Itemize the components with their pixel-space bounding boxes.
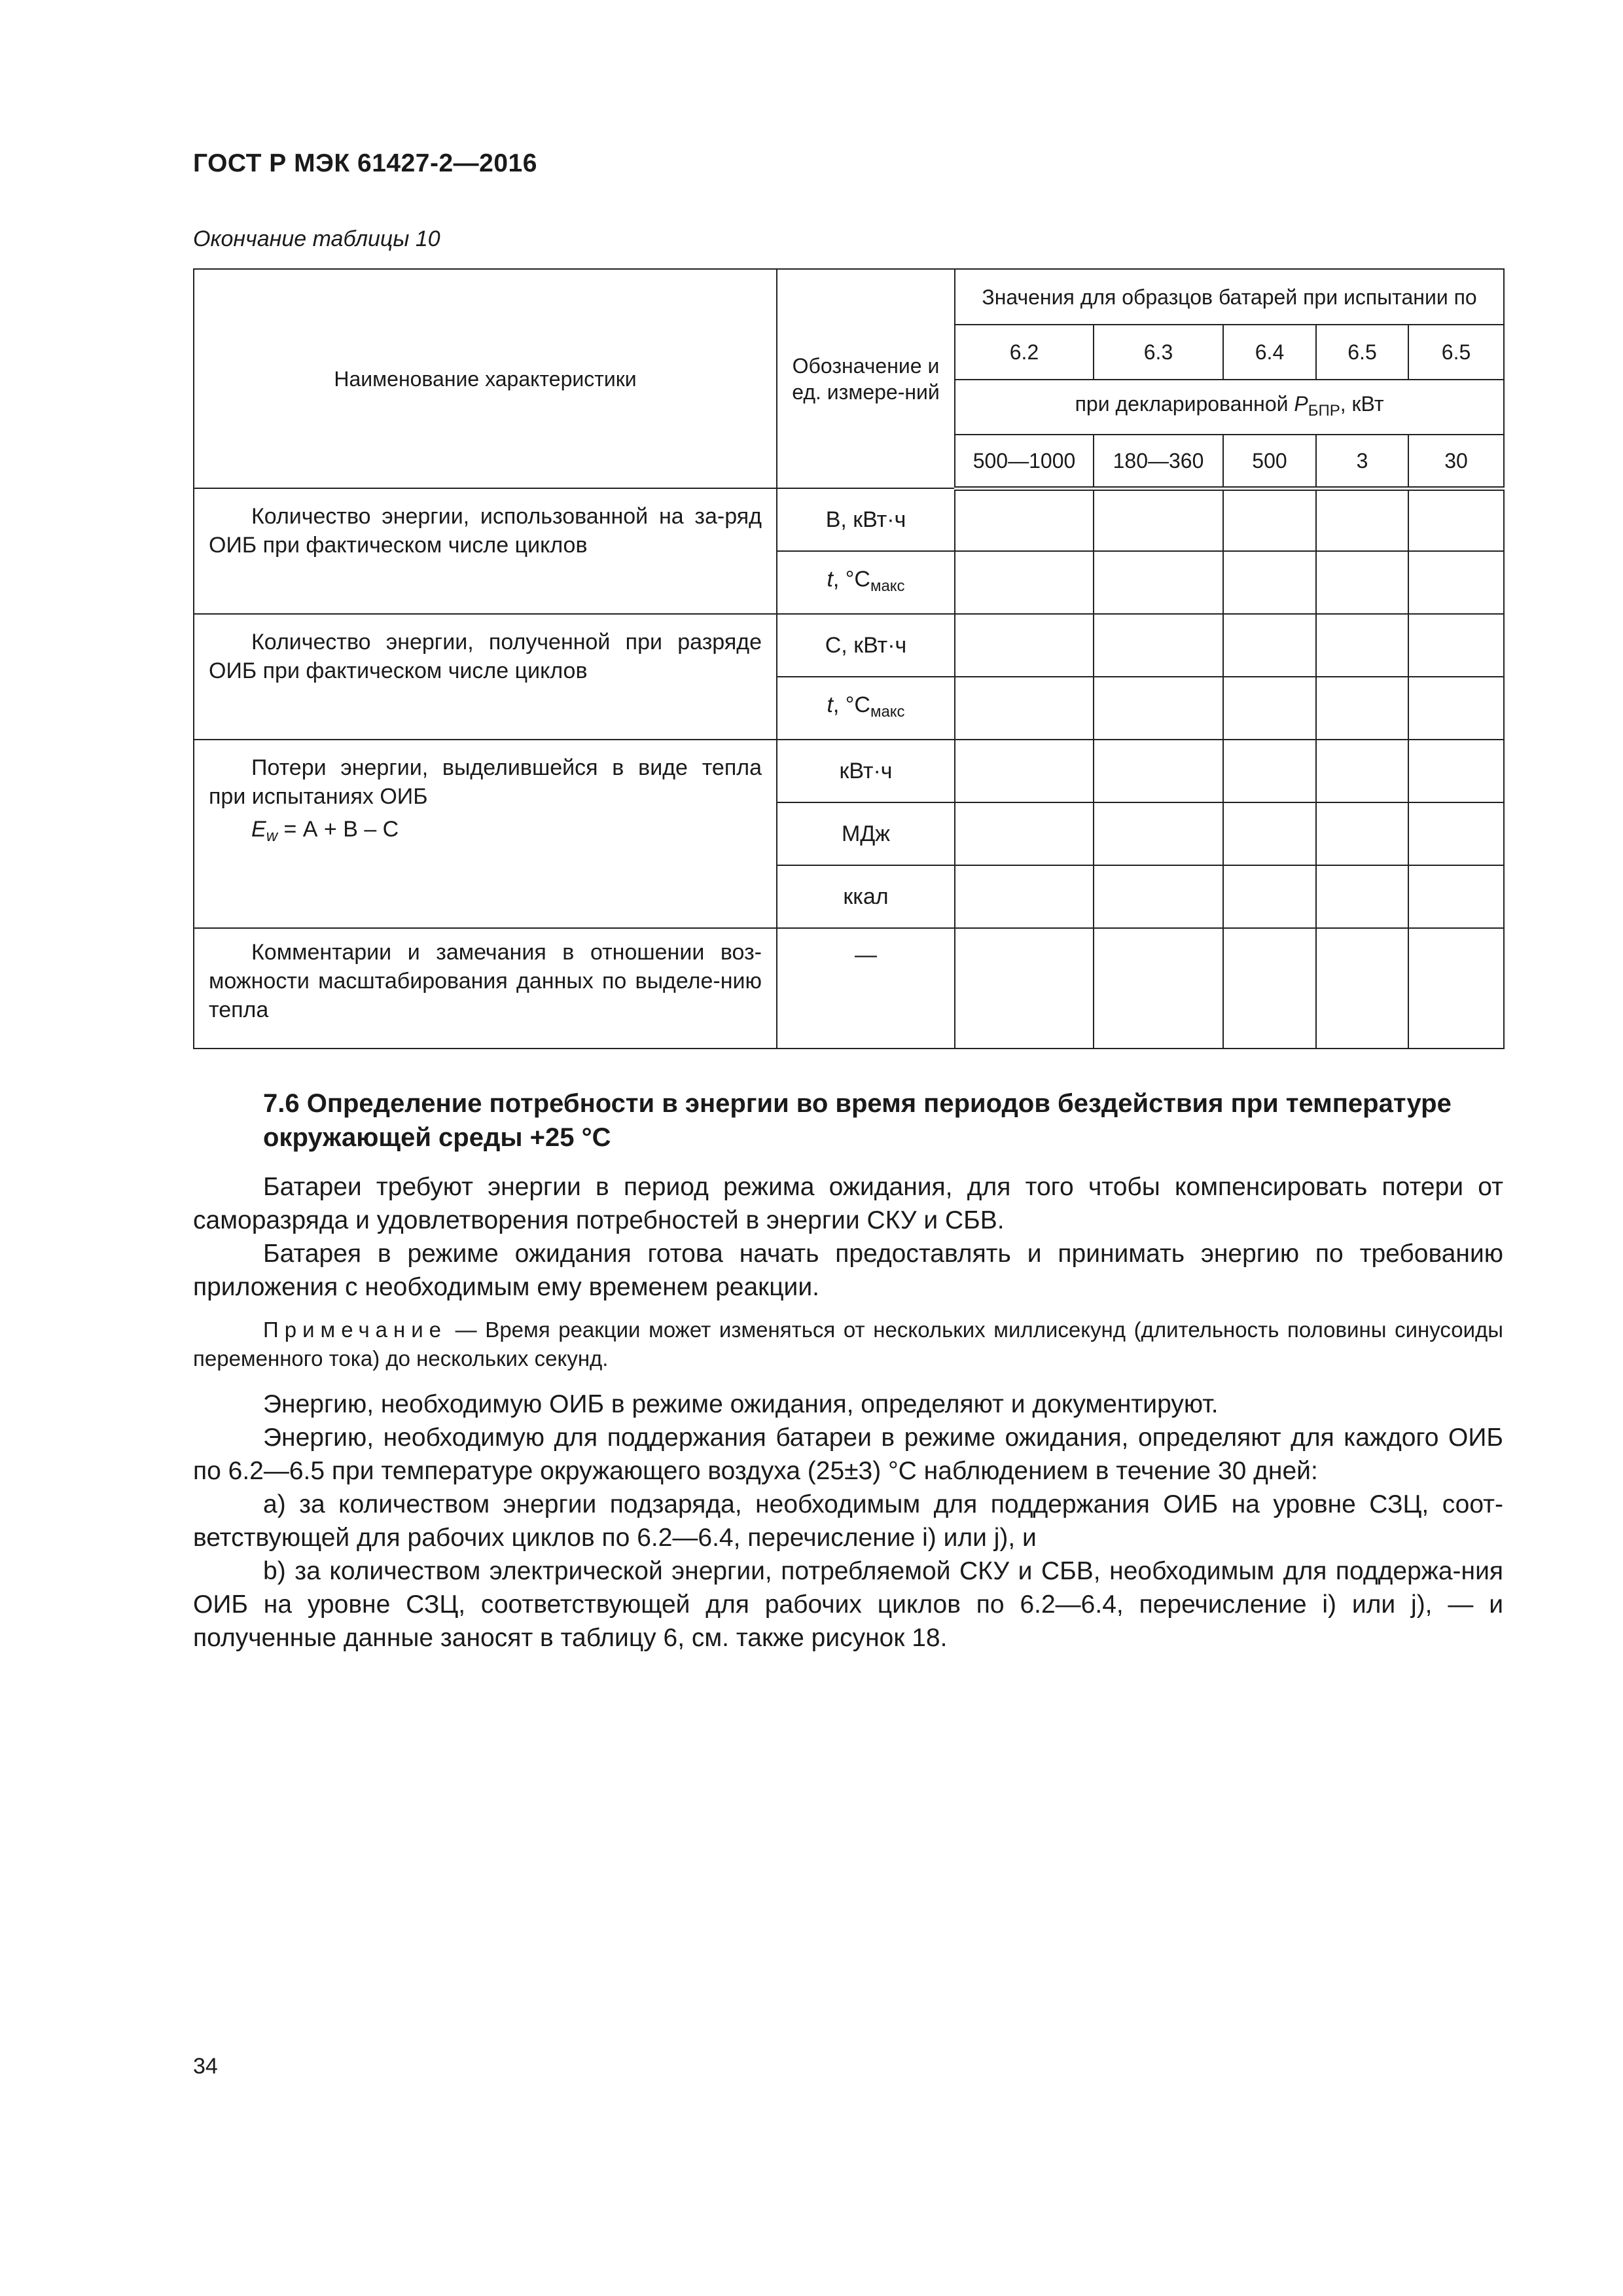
value-cell bbox=[1223, 677, 1316, 740]
header-clause: 6.5 bbox=[1408, 325, 1504, 380]
header-power-range: 30 bbox=[1408, 435, 1504, 488]
paragraph: Энергию, необходимую для поддержания батареи в режиме ожидания, определяют для каждого ОИБ по 6.2—6.5 при температуре окружающего воздуха (25±3) °С наблюдением в течение 30 дней: bbox=[193, 1424, 1503, 1485]
row-label: Потери энергии, выделившейся в виде тепла при испытаниях ОИБ bbox=[209, 755, 762, 809]
header-declared-power bbox=[955, 380, 1504, 435]
value-cell bbox=[1408, 802, 1504, 865]
unit-cell: С, кВт·ч bbox=[777, 614, 955, 677]
row-label: Количество энергии, полученной при разряде ОИБ при фактическом числе циклов bbox=[209, 630, 762, 683]
value-cell bbox=[1316, 865, 1408, 928]
value-cell bbox=[955, 551, 1094, 614]
paragraph: Батарея в режиме ожидания готова начать предоставлять и принимать энергию по требованию приложения с необходимым ему временем реакции. bbox=[193, 1240, 1503, 1301]
power-suffix: , кВт bbox=[1340, 391, 1384, 416]
row-name-discharge-energy bbox=[194, 614, 777, 740]
header-clause: 6.3 bbox=[1094, 325, 1223, 380]
header-characteristic-name: Наименование характеристики bbox=[194, 269, 777, 488]
header-clause: 6.2 bbox=[955, 325, 1094, 380]
value-cell bbox=[1223, 488, 1316, 551]
value-cell bbox=[1408, 677, 1504, 740]
value-cell bbox=[1223, 614, 1316, 677]
row-label: Количество энергии, использованной на за-ряд ОИБ при фактическом числе циклов bbox=[209, 504, 762, 558]
formula-symbol: E bbox=[251, 817, 266, 842]
value-cell bbox=[1223, 928, 1316, 1049]
value-cell bbox=[1316, 488, 1408, 551]
table-caption: Окончание таблицы 10 bbox=[193, 226, 440, 251]
table-row bbox=[194, 488, 1504, 551]
paragraph: Батареи требуют энергии в период режима ожидания, для того чтобы компенсировать потери от саморазряда и удовлетворения потребностей в энергии СКУ и СБВ. bbox=[193, 1173, 1503, 1234]
value-cell bbox=[1223, 865, 1316, 928]
paragraph: Энергию, необходимую ОИБ в режиме ожидания, определяют и документируют. bbox=[263, 1390, 1219, 1418]
row-name-charge-energy bbox=[194, 488, 777, 614]
power-subscript: БПР bbox=[1308, 401, 1340, 420]
header-power-range: 500—1000 bbox=[955, 435, 1094, 488]
value-cell bbox=[1094, 802, 1223, 865]
list-item: b) за количеством электрической энергии, потребляемой СКУ и СБВ, необходимым для поддержа-ния ОИБ на уровне СЗЦ, соответствующей для рабочих циклов по 6.2—6.4, перечисление i) или j), — и полученные данные заносят в таблицу 6, см. также рисунок 18. bbox=[193, 1557, 1503, 1652]
value-cell bbox=[1094, 677, 1223, 740]
value-cell bbox=[1408, 928, 1504, 1049]
header-power-range: 3 bbox=[1316, 435, 1408, 488]
value-cell bbox=[1408, 614, 1504, 677]
value-cell bbox=[1094, 740, 1223, 802]
header-unit: Обозначение и ед. измере-ний bbox=[777, 269, 955, 488]
row-name-heat-loss bbox=[194, 740, 777, 928]
document-header: ГОСТ Р МЭК 61427-2—2016 bbox=[193, 149, 537, 177]
unit-degree: , °С bbox=[832, 692, 870, 717]
value-cell bbox=[1223, 740, 1316, 802]
note-text: — Время реакции может изменяться от нескольких миллисекунд (длительность половины синусоиды переменного тока) до нескольких секунд. bbox=[193, 1318, 1503, 1371]
value-cell bbox=[1223, 551, 1316, 614]
value-cell bbox=[1316, 614, 1408, 677]
value-cell bbox=[955, 614, 1094, 677]
heat-loss-formula bbox=[209, 815, 762, 851]
unit-degree: , °С bbox=[832, 566, 870, 592]
value-cell bbox=[1094, 488, 1223, 551]
unit-cell: — bbox=[777, 928, 955, 1049]
value-cell bbox=[955, 740, 1094, 802]
section-heading: 7.6 Определение потребности в энергии во время периодов бездействия при температуре окружающей среды +25 °С bbox=[263, 1089, 1452, 1152]
value-cell bbox=[1408, 551, 1504, 614]
section-7-6 bbox=[193, 1086, 1503, 1655]
list-item: a) за количеством энергии подзаряда, необходимым для поддержания ОИБ на уровне СЗЦ, соот-ветствующей для рабочих циклов по 6.2—6.4, перечисление i) или j), и bbox=[193, 1490, 1503, 1552]
header-power-range: 500 bbox=[1223, 435, 1316, 488]
value-cell bbox=[1223, 802, 1316, 865]
header-clause: 6.5 bbox=[1316, 325, 1408, 380]
unit-cell: МДж bbox=[777, 802, 955, 865]
power-prefix: при декларированной bbox=[1075, 391, 1294, 416]
value-cell bbox=[955, 677, 1094, 740]
value-cell bbox=[1094, 865, 1223, 928]
unit-t-symbol: t bbox=[827, 692, 833, 717]
value-cell bbox=[1316, 551, 1408, 614]
unit-subscript: макс bbox=[870, 702, 905, 721]
value-cell bbox=[1316, 802, 1408, 865]
value-cell bbox=[1408, 740, 1504, 802]
table-10 bbox=[193, 268, 1505, 1049]
row-label: Комментарии и замечания в отношении воз-можности масштабирования данных по выделе-нию тепла bbox=[209, 940, 762, 1022]
value-cell bbox=[1316, 928, 1408, 1049]
table-row bbox=[194, 614, 1504, 677]
value-cell bbox=[1408, 488, 1504, 551]
unit-cell bbox=[777, 677, 955, 740]
header-clause: 6.4 bbox=[1223, 325, 1316, 380]
value-cell bbox=[955, 802, 1094, 865]
formula-subscript: w bbox=[266, 827, 278, 845]
value-cell bbox=[1094, 551, 1223, 614]
value-cell bbox=[1408, 865, 1504, 928]
formula-expression: = А + В – С bbox=[277, 817, 399, 842]
unit-t-symbol: t bbox=[827, 566, 833, 592]
table-row bbox=[194, 928, 1504, 1049]
unit-cell: B, кВт·ч bbox=[777, 488, 955, 551]
value-cell bbox=[955, 865, 1094, 928]
value-cell bbox=[1316, 677, 1408, 740]
note bbox=[193, 1316, 1503, 1373]
page-number: 34 bbox=[193, 2054, 218, 2079]
power-symbol: P bbox=[1294, 391, 1308, 416]
value-cell bbox=[1316, 740, 1408, 802]
table-row bbox=[194, 740, 1504, 802]
value-cell bbox=[1094, 614, 1223, 677]
header-values: Значения для образцов батарей при испытании по bbox=[955, 269, 1504, 325]
unit-cell: кВт·ч bbox=[777, 740, 955, 802]
row-name-comments bbox=[194, 928, 777, 1049]
header-power-range: 180—360 bbox=[1094, 435, 1223, 488]
value-cell bbox=[955, 928, 1094, 1049]
unit-subscript: макс bbox=[870, 577, 905, 595]
note-label: Примечание bbox=[263, 1318, 448, 1342]
unit-cell: ккал bbox=[777, 865, 955, 928]
unit-cell bbox=[777, 551, 955, 614]
value-cell bbox=[1094, 928, 1223, 1049]
value-cell bbox=[955, 488, 1094, 551]
